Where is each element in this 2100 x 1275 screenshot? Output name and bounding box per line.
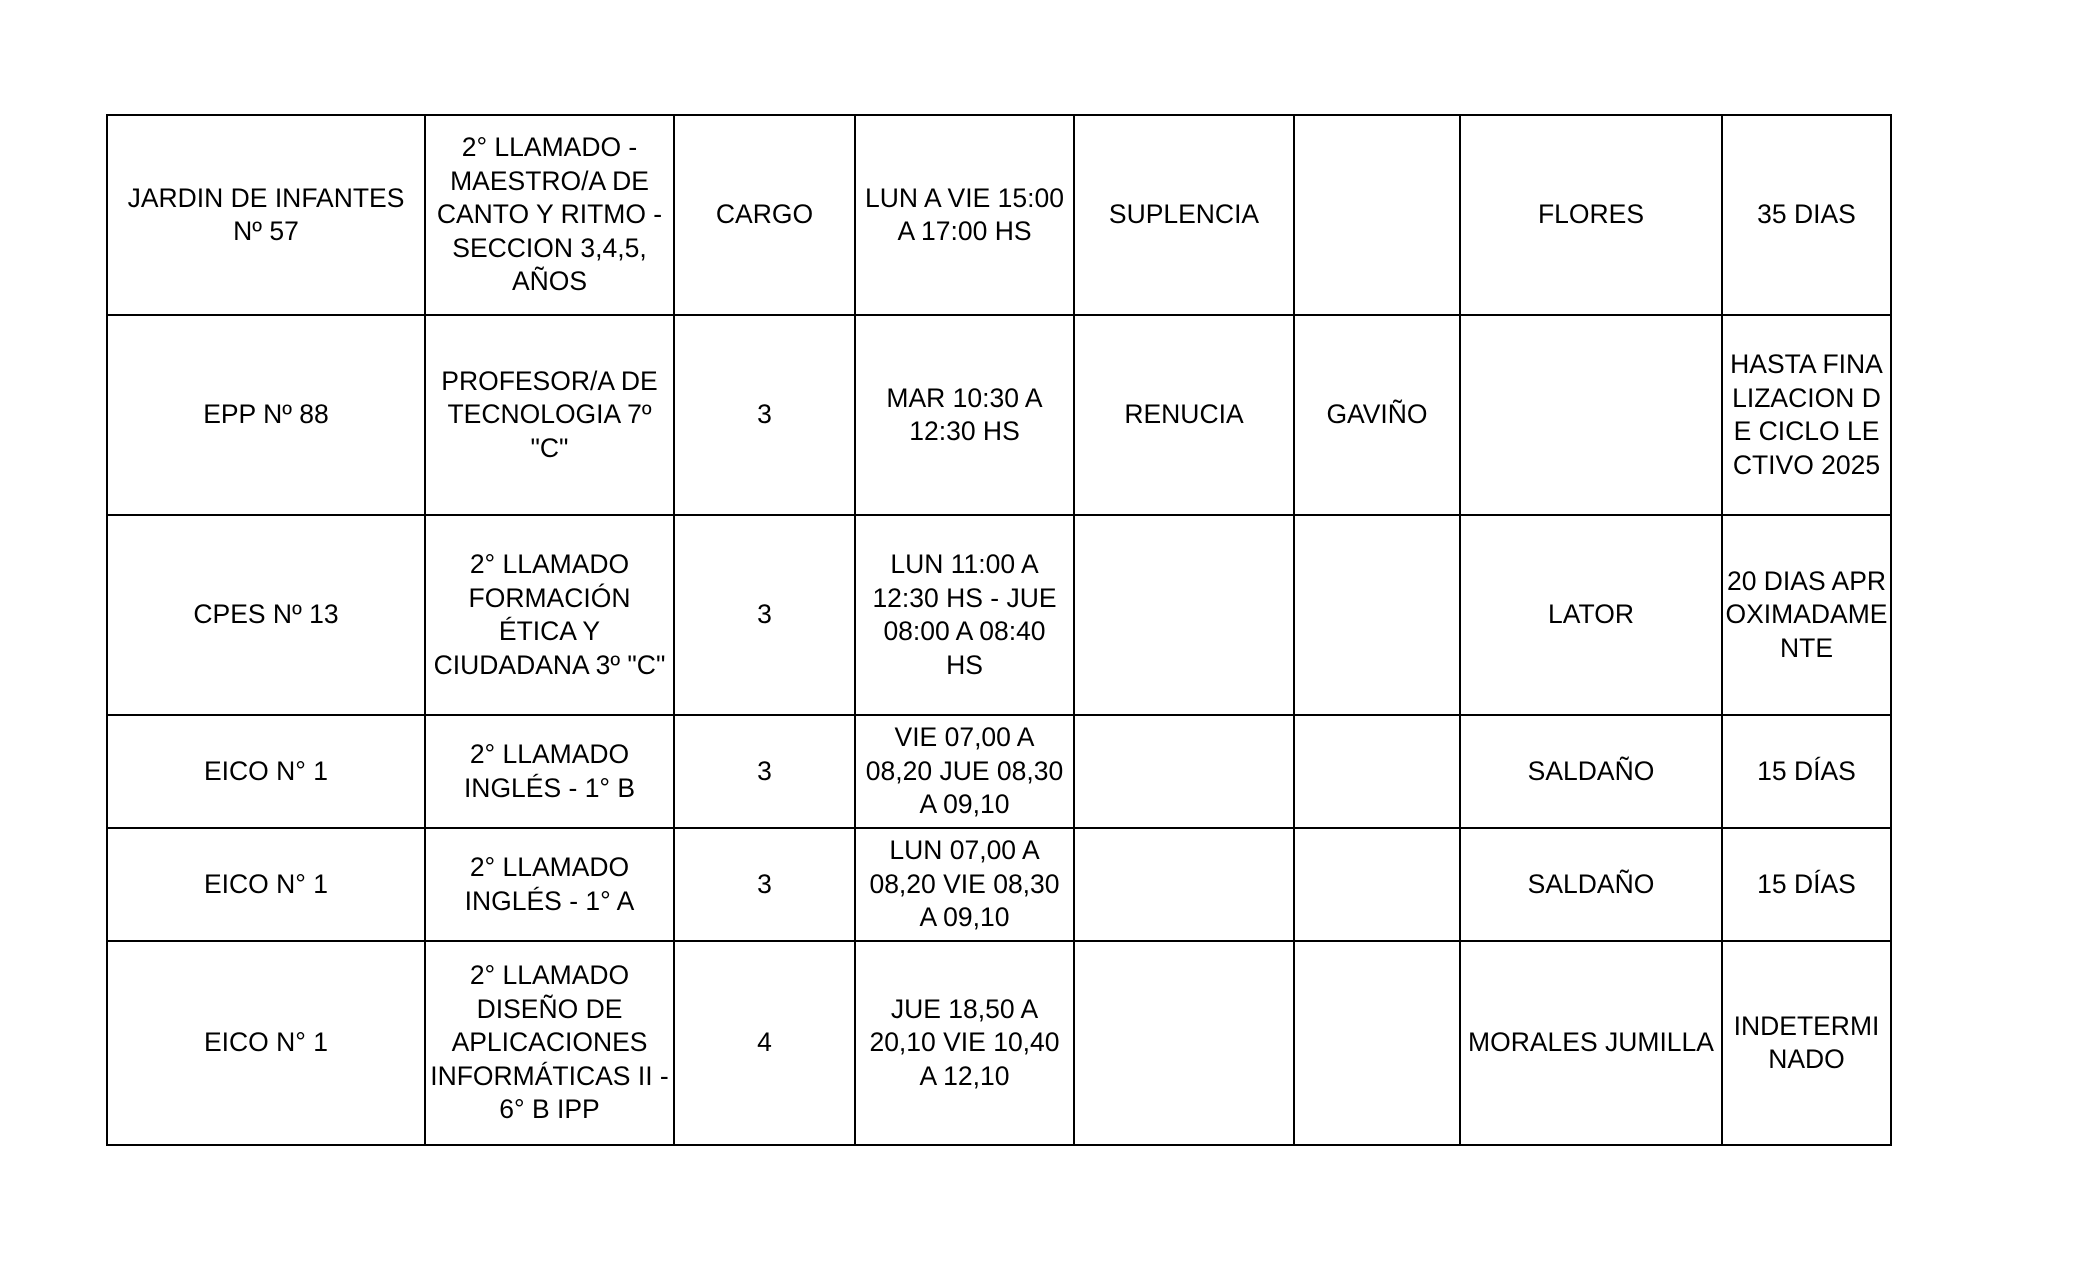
schedule-cell: JUE 18,50 A 20,10 VIE 10,40 A 12,10 (855, 941, 1074, 1145)
subject-cell: 2° LLAMADO DISEÑO DE APLICACIONES INFORMÁTICAS II - 6° B IPP (425, 941, 674, 1145)
reason-cell: SUPLENCIA (1074, 115, 1294, 315)
duration-cell: 15 DÍAS (1722, 828, 1891, 941)
holder-cell (1294, 828, 1460, 941)
reason-cell: RENUCIA (1074, 315, 1294, 515)
table-row (107, 315, 1891, 515)
reason-cell (1074, 715, 1294, 828)
duration-cell: HASTA FINALIZACION DE CICLO LECTIVO 2025 (1722, 315, 1891, 515)
reason-cell (1074, 941, 1294, 1145)
holder-cell (1294, 115, 1460, 315)
vacancy-table (106, 114, 1892, 1146)
table-row (107, 515, 1891, 715)
subject-cell: PROFESOR/A DE TECNOLOGIA 7º "C" (425, 315, 674, 515)
holder-cell (1294, 941, 1460, 1145)
holder-cell: GAVIÑO (1294, 315, 1460, 515)
hours-cell: 3 (674, 515, 855, 715)
table-row (107, 115, 1891, 315)
teacher-cell: SALDAÑO (1460, 828, 1722, 941)
holder-cell (1294, 715, 1460, 828)
hours-cell: CARGO (674, 115, 855, 315)
subject-cell: 2° LLAMADO FORMACIÓN ÉTICA Y CIUDADANA 3º "C" (425, 515, 674, 715)
hours-cell: 3 (674, 828, 855, 941)
duration-cell: 20 DIAS APROXIMADAMENTE (1722, 515, 1891, 715)
table-row (107, 941, 1891, 1145)
duration-cell: 35 DIAS (1722, 115, 1891, 315)
school-cell: EPP Nº 88 (107, 315, 425, 515)
subject-cell: 2° LLAMADO INGLÉS - 1° A (425, 828, 674, 941)
schedule-cell: VIE 07,00 A 08,20 JUE 08,30 A 09,10 (855, 715, 1074, 828)
table-row (107, 715, 1891, 828)
schedule-cell: LUN A VIE 15:00 A 17:00 HS (855, 115, 1074, 315)
schedule-cell: LUN 11:00 A 12:30 HS - JUE 08:00 A 08:40 HS (855, 515, 1074, 715)
school-cell: EICO N° 1 (107, 715, 425, 828)
school-cell: EICO N° 1 (107, 828, 425, 941)
holder-cell (1294, 515, 1460, 715)
school-cell: JARDIN DE INFANTES Nº 57 (107, 115, 425, 315)
duration-cell: INDETERMINADO (1722, 941, 1891, 1145)
schedule-cell: MAR 10:30 A 12:30 HS (855, 315, 1074, 515)
teacher-cell: SALDAÑO (1460, 715, 1722, 828)
teacher-cell: MORALES JUMILLA (1460, 941, 1722, 1145)
hours-cell: 3 (674, 315, 855, 515)
reason-cell (1074, 515, 1294, 715)
teacher-cell (1460, 315, 1722, 515)
table-row (107, 828, 1891, 941)
teacher-cell: FLORES (1460, 115, 1722, 315)
schedule-cell: LUN 07,00 A 08,20 VIE 08,30 A 09,10 (855, 828, 1074, 941)
teacher-cell: LATOR (1460, 515, 1722, 715)
reason-cell (1074, 828, 1294, 941)
hours-cell: 4 (674, 941, 855, 1145)
subject-cell: 2° LLAMADO - MAESTRO/A DE CANTO Y RITMO - SECCION 3,4,5, AÑOS (425, 115, 674, 315)
school-cell: EICO N° 1 (107, 941, 425, 1145)
hours-cell: 3 (674, 715, 855, 828)
subject-cell: 2° LLAMADO INGLÉS - 1° B (425, 715, 674, 828)
school-cell: CPES Nº 13 (107, 515, 425, 715)
duration-cell: 15 DÍAS (1722, 715, 1891, 828)
